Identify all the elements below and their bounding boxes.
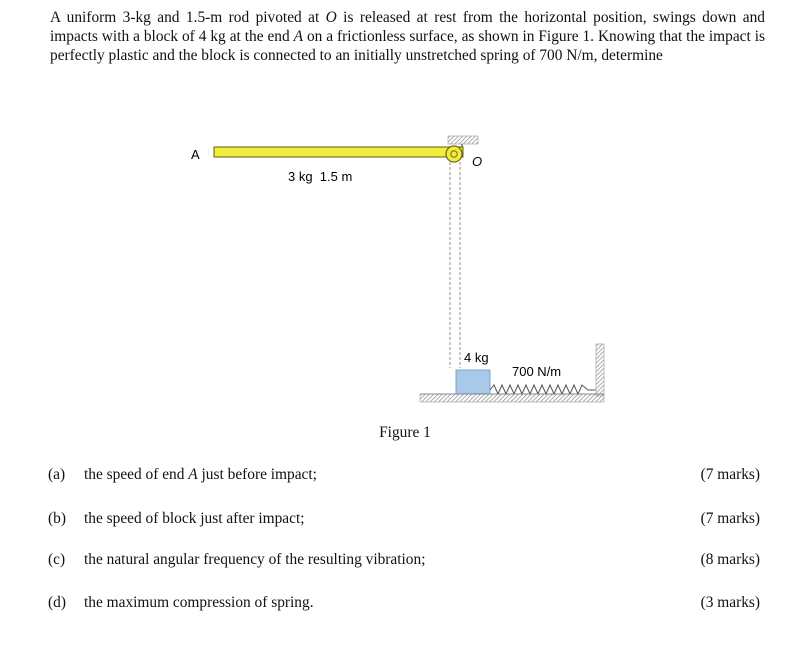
part-text: the natural angular frequency of the resulting vibration; xyxy=(84,551,426,568)
var-O: O xyxy=(325,9,337,26)
part-letter: (b) xyxy=(48,510,66,527)
block-label: 4 kg xyxy=(464,350,489,365)
part-letter: (c) xyxy=(48,551,66,568)
part-text: the speed of block just after impact; xyxy=(84,510,305,527)
pivot-circle xyxy=(446,146,462,162)
part-marks: (8 marks) xyxy=(700,551,760,568)
spring-label: 700 N/m xyxy=(512,364,562,379)
rod xyxy=(214,147,463,157)
spring xyxy=(490,385,596,394)
ceiling-support xyxy=(448,136,478,144)
label-O: O xyxy=(472,154,483,169)
part-marks: (7 marks) xyxy=(700,510,760,527)
part-text: the speed of end A just before impact; xyxy=(84,466,317,483)
rod-label: 3 kg 1.5 m xyxy=(288,169,353,184)
problem-text-2: is released at rest from the horizontal position, swings down and impacts with a block of 4 kg at the end xyxy=(50,9,765,45)
part-text: the maximum compression of spring. xyxy=(84,594,314,611)
block xyxy=(456,370,490,394)
problem-text-1: A uniform 3-kg and 1.5-m rod pivoted at xyxy=(50,9,326,26)
figure-caption: Figure 1 xyxy=(379,424,431,441)
part-marks: (3 marks) xyxy=(700,594,760,611)
part-b xyxy=(48,510,760,530)
part-letter: (a) xyxy=(48,466,66,483)
part-letter: (d) xyxy=(48,594,66,611)
var-A: A xyxy=(293,28,304,45)
right-wall xyxy=(596,344,604,396)
floor xyxy=(420,394,604,402)
part-c xyxy=(48,551,760,571)
part-d xyxy=(48,594,760,614)
label-A: A xyxy=(191,147,200,162)
problem-text-3: on a frictionless surface, as shown in Figure 1. Knowing that the impact is perfectly plastic and the block is connected to an initially unstretched spring of 700 N/m, determine xyxy=(50,28,765,64)
part-a xyxy=(48,466,760,486)
part-marks: (7 marks) xyxy=(700,466,760,483)
